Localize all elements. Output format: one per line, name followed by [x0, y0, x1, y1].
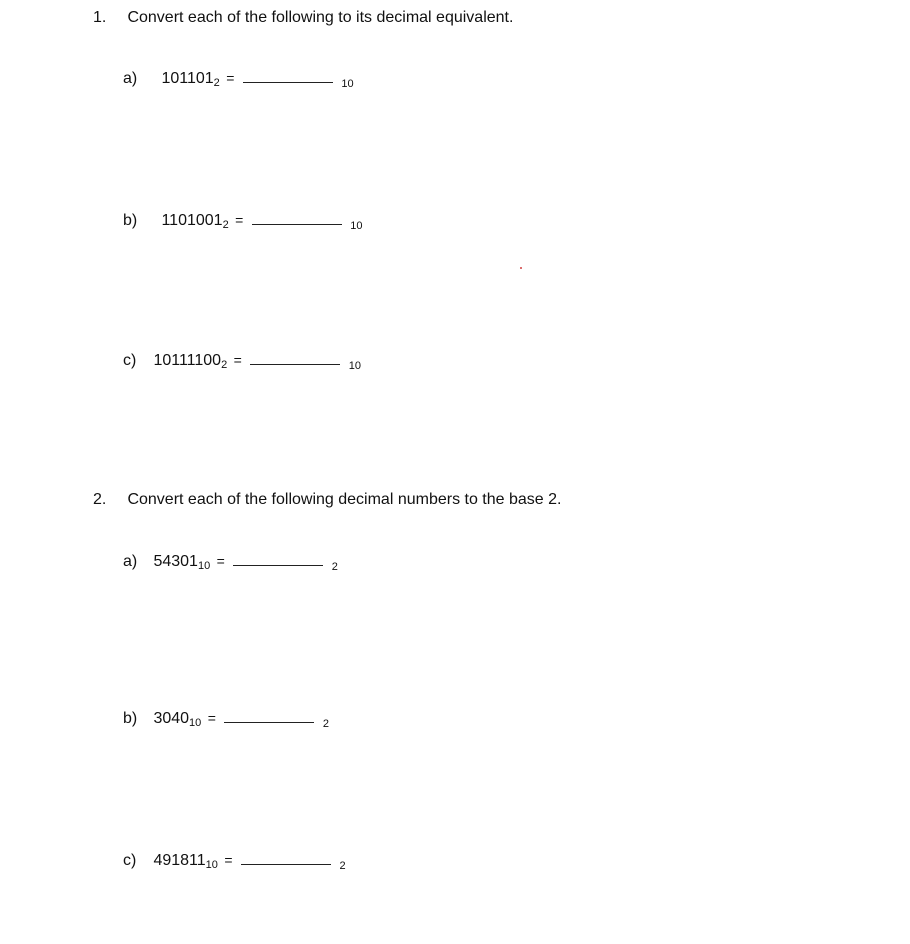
equals-sign: = — [226, 70, 235, 86]
item-value: 10111100 — [153, 352, 222, 369]
item-value: 1101001 — [161, 212, 223, 229]
source-base: 10 — [205, 859, 218, 871]
question-text: Convert each of the following to its decimal equivalent. — [127, 9, 514, 26]
item-label: c) — [123, 352, 137, 369]
question-1-item-c — [123, 350, 361, 372]
item-label: c) — [123, 852, 137, 869]
question-1-item-a — [123, 68, 354, 90]
source-base: 2 — [222, 219, 229, 231]
target-base: 2 — [339, 860, 346, 872]
question-2-item-c — [123, 850, 346, 872]
item-label: b) — [123, 212, 138, 229]
question-2 — [93, 490, 561, 510]
question-text: Convert each of the following decimal numbers to the base 2. — [127, 491, 562, 508]
source-base: 10 — [189, 717, 202, 729]
item-value: 101101 — [161, 70, 214, 87]
item-label: b) — [123, 710, 138, 727]
question-2-item-b — [123, 708, 329, 730]
source-base: 10 — [197, 560, 211, 572]
question-number: 1. — [93, 9, 107, 26]
item-label: a) — [123, 70, 138, 87]
answer-blank[interactable] — [252, 210, 342, 225]
answer-blank[interactable] — [241, 850, 331, 865]
answer-blank[interactable] — [233, 551, 323, 566]
equals-sign: = — [224, 852, 233, 868]
question-number: 2. — [93, 491, 107, 508]
target-base: 10 — [350, 220, 363, 232]
item-value: 3040 — [153, 710, 190, 727]
equals-sign: = — [207, 710, 216, 726]
target-base: 10 — [348, 360, 361, 372]
question-2-item-a — [123, 551, 338, 573]
question-1 — [93, 8, 513, 28]
item-value: 54301 — [153, 553, 198, 570]
equals-sign: = — [216, 553, 225, 569]
target-base: 2 — [331, 561, 338, 573]
equals-sign: = — [235, 212, 244, 228]
stray-mark — [520, 267, 522, 269]
item-label: a) — [123, 553, 138, 570]
answer-blank[interactable] — [250, 350, 340, 365]
target-base: 10 — [341, 78, 354, 90]
target-base: 2 — [322, 718, 329, 730]
question-1-item-b — [123, 210, 362, 232]
source-base: 2 — [213, 77, 220, 89]
answer-blank[interactable] — [224, 708, 314, 723]
source-base: 2 — [221, 359, 228, 371]
item-value: 491811 — [153, 852, 206, 869]
equals-sign: = — [233, 352, 242, 368]
answer-blank[interactable] — [243, 68, 333, 83]
